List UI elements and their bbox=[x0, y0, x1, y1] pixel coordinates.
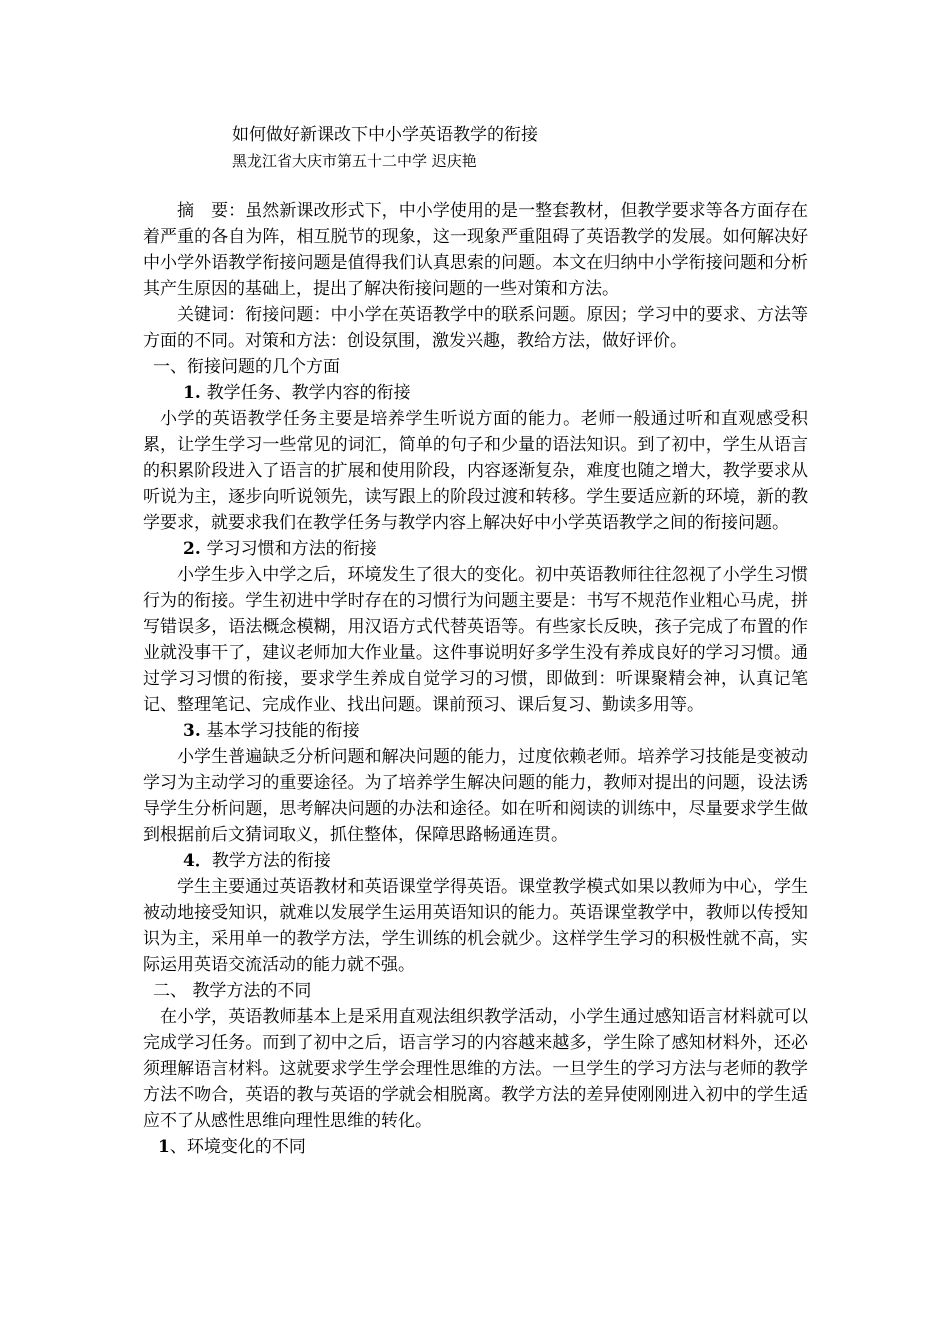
subsection-title: 、环境变化的不同 bbox=[169, 1137, 306, 1157]
subsection-title: 教学方法的衔接 bbox=[211, 851, 331, 871]
paragraph-1-2: 小学生步入中学之后，环境发生了很大的变化。初中英语教师往往忽视了小学生习惯行为的衔接。学生初进中学时存在的习惯行为问题主要是：书写不规范作业粗心马虎，拼写错误多，语法概念模糊，用汉语方式代替英语等。有些家长反映，孩子完成了布置的作业就没事干了，建议老师加大作业量。这件事说明好多学生没有养成良好的学习习惯。通过学习习惯的衔接，要求学生养成自觉学习的习惯，即做到：听课聚精会神，认真记笔记、整理笔记、完成作业、找出问题。课前预习、课后复习、勤读多用等。 bbox=[143, 565, 808, 715]
subsection-title: 教学任务、教学内容的衔接 bbox=[206, 383, 411, 403]
subsection-number: 4． bbox=[183, 851, 212, 871]
document-title: 如何做好新课改下中小学英语教学的衔接 bbox=[232, 125, 538, 145]
keywords-paragraph: 关键词：衔接问题：中小学在英语教学中的联系问题。原因；学习中的要求、方法等方面的不同。对策和方法：创设氛围，激发兴趣，教给方法，做好评价。 bbox=[143, 305, 808, 351]
subsection-heading-1-1 bbox=[143, 380, 808, 406]
subsection-heading-2-1 bbox=[143, 1134, 808, 1160]
document-body bbox=[143, 198, 808, 1160]
subsection-heading-1-2 bbox=[143, 536, 808, 562]
subsection-number: 2. bbox=[183, 539, 207, 559]
section-heading-1: 一、衔接问题的几个方面 bbox=[153, 357, 340, 377]
paragraph-1-1: 小学的英语教学任务主要是培养学生听说方面的能力。老师一般通过听和直观感受积累，让学生学习一些常见的词汇，简单的句子和少量的语法知识。到了初中，学生从语言的积累阶段进入了语言的扩展和使用阶段，内容逐渐复杂，难度也随之增大，教学要求从听说为主，逐步向听说领先，读写跟上的阶段过渡和转移。学生要适应新的环境，新的教学要求，就要求我们在教学任务与教学内容上解决好中小学英语教学之间的衔接问题。 bbox=[143, 409, 808, 533]
subsection-number: 3. bbox=[183, 721, 207, 741]
section-heading-2: 二、 教学方法的不同 bbox=[153, 981, 312, 1001]
subsection-number: 1 bbox=[158, 1137, 170, 1157]
subsection-heading-1-4 bbox=[143, 848, 808, 874]
subsection-heading-1-3 bbox=[143, 718, 808, 744]
subsection-title: 基本学习技能的衔接 bbox=[206, 721, 360, 741]
author-line: 黑龙江省大庆市第五十二中学 迟庆艳 bbox=[232, 152, 477, 170]
paragraph-1-3: 小学生普遍缺乏分析问题和解决问题的能力，过度依赖老师。培养学习技能是变被动学习为主动学习的重要途径。为了培养学生解决问题的能力，教师对提出的问题，设法诱导学生分析问题，思考解决问题的办法和途径。如在听和阅读的训练中，尽量要求学生做到根据前后文猜词取义，抓住整体，保障思路畅通连贯。 bbox=[143, 747, 808, 845]
subsection-number: 1. bbox=[183, 383, 207, 403]
paragraph-1-4: 学生主要通过英语教材和英语课堂学得英语。课堂教学模式如果以教师为中心，学生被动地接受知识，就难以发展学生运用英语知识的能力。英语课堂教学中，教师以传授知识为主，采用单一的教学方法，学生训练的机会就少。这样学生学习的积极性就不高，实际运用英语交流活动的能力就不强。 bbox=[143, 877, 808, 975]
abstract-paragraph: 摘 要：虽然新课改形式下，中小学使用的是一整套教材，但教学要求等各方面存在着严重的各自为阵，相互脱节的现象，这一现象严重阻碍了英语教学的发展。如何解决好中小学外语教学衔接问题是值得我们认真思索的问题。本文在归纳中小学衔接问题和分析其产生原因的基础上，提出了解决衔接问题的一些对策和方法。 bbox=[143, 201, 808, 299]
paragraph-2: 在小学，英语教师基本上是采用直观法组织教学活动，小学生通过感知语言材料就可以完成学习任务。而到了初中之后，语言学习的内容越来越多，学生除了感知材料外，还必须理解语言材料。这就要求学生学会理性思维的方法。一旦学生的学习方法与老师的教学方法不吻合，英语的教与英语的学就会相脱离。教学方法的差异使刚刚进入初中的学生适应不了从感性思维向理性思维的转化。 bbox=[143, 1007, 808, 1131]
subsection-title: 学习习惯和方法的衔接 bbox=[206, 539, 377, 559]
